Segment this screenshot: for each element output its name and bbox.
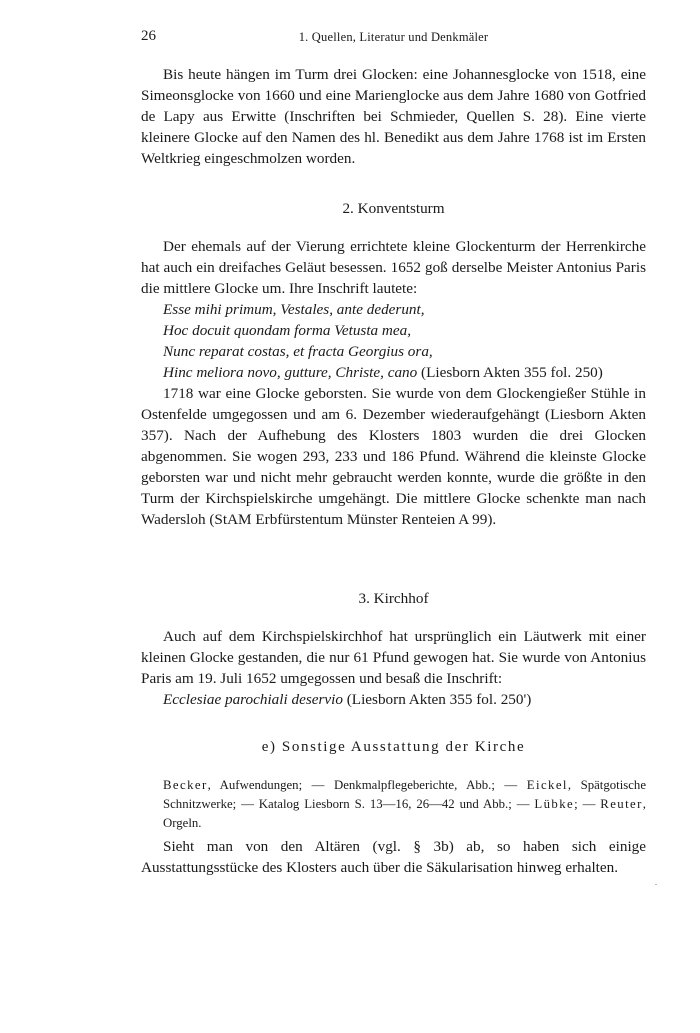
- verse-line: Hinc meliora novo, gutture, Christe, cano: [163, 364, 418, 381]
- running-title: 1. Quellen, Literatur und Denkmäler: [298, 30, 489, 44]
- page-number: 26: [141, 28, 156, 44]
- author-name: Becker: [163, 778, 208, 792]
- inscription-citation: (Liesborn Akten 355 fol. 250'): [342, 691, 532, 708]
- verse-line: Nunc reparat costas, et fracta Georgius ora,: [163, 343, 433, 360]
- section-heading-kirchhof: 3. Kirchhof: [358, 590, 429, 607]
- paragraph-konventsturm-intro: Der ehemals auf der Vierung errichtete kleine Glockenturm der Herrenkirche hat auch ein dreifaches Geläut besessen. 1652 goß derselbe Meister Antonius Paris die mittlere Glocke um. Ihre Inschrift lautete:: [141, 238, 646, 297]
- section-heading-ausstattung: e) Sonstige Ausstattung der Kirche: [261, 739, 526, 755]
- paragraph-kirchhof: Auch auf dem Kirchspielskirchhof hat ursprünglich ein Läutwerk mit einer kleinen Glocke gestanden, die nur 61 Pfund gewogen hat. Sie wurde von Antonius Paris am 19. Juli 1652 umgegossen und besaß die Inschrift:: [141, 628, 646, 687]
- verse-line: Esse mihi primum, Vestales, ante dederunt,: [163, 301, 425, 318]
- kirchhof-inscription: [163, 689, 646, 710]
- verse-line-last: [163, 362, 646, 383]
- inscription-text: Ecclesiae parochiali deservio: [163, 691, 343, 708]
- section-heading-konventsturm: 2. Konventsturm: [342, 200, 445, 217]
- paragraph-bells-1718: 1718 war eine Glocke geborsten. Sie wurde von dem Glockengießer Stühle in Ostenfelde umgegossen und am 6. Dezember wiederaufgehängt (Liesborn Akten 357). Nach der Aufhebung des Klosters 1803 wurden die drei Glocken abgenommen. Sie wogen 293, 233 und 186 Pfund. Während die kleinste Glocke geborsten war und nicht mehr gebraucht werden konnte, wurde die größte in den Turm der Kirchspielskirche umgehängt. Die mittlere Glocke schenkte man nach Wadersloh (StAM Erbfürstentum Münster Renteien A 99).: [141, 385, 646, 528]
- reference-text: , Aufwendungen; — Denkmalpflegeberichte, Abb.; —: [207, 778, 527, 792]
- reference-text: , Spätgotische Schnitzwerke; — Katalog Liesborn S. 13—16, 26—42 und Abb.; —: [163, 778, 647, 811]
- literature-references: [163, 776, 646, 833]
- author-name: Reuter: [600, 797, 643, 811]
- author-name: Eickel: [526, 778, 568, 792]
- author-name: Lübke: [534, 797, 575, 811]
- paragraph-bells-tower: Bis heute hängen im Turm drei Glocken: eine Johannesglocke von 1518, eine Simeonsglocke von 1660 und eine Marienglocke aus dem Jahre 1680 von Gotfried de Lapy aus Erwitte (Inschriften bei Schmieder, Quellen S. 28). Eine vierte kleinere Glocke auf den Namen des hl. Benedikt aus dem Jahre 1768 ist im Ersten Weltkrieg eingeschmolzen worden.: [141, 66, 646, 167]
- reference-text: , Orgeln.: [163, 797, 646, 830]
- bell-inscription-verses: [163, 299, 646, 383]
- verse-citation: (Liesborn Akten 355 fol. 250): [417, 364, 603, 381]
- paragraph-ausstattung: Sieht man von den Altären (vgl. § 3b) ab, so haben sich einige Ausstattungsstücke des Klosters auch über die Säkularisation hinweg erhalten.: [141, 838, 646, 876]
- verse-line: Hoc docuit quondam forma Vetusta mea,: [163, 322, 412, 339]
- reference-text: ; —: [574, 797, 601, 811]
- scan-speck: [655, 884, 657, 885]
- page-header: [141, 28, 646, 48]
